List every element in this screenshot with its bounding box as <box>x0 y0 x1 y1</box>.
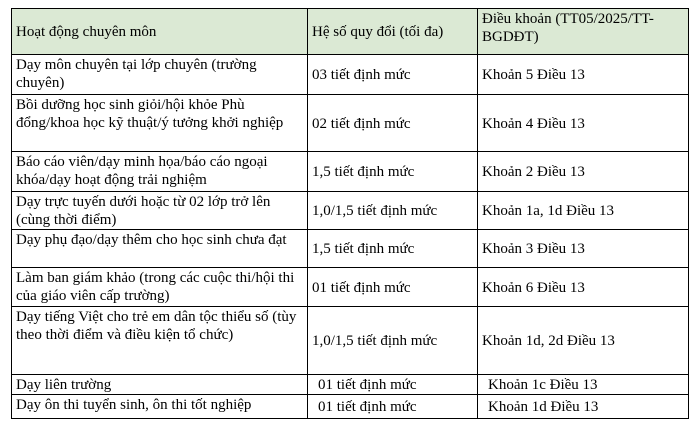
regulation-table <box>11 8 689 419</box>
table-row <box>12 55 689 95</box>
cell-coefficient: 01 tiết định mức <box>308 375 478 395</box>
header-activity: Hoạt động chuyên môn <box>12 9 308 55</box>
cell-activity: Bồi dưỡng học sinh giỏi/hội khỏe Phù đổng/khoa học kỹ thuật/ý tưởng khởi nghiệp <box>12 95 308 152</box>
cell-coefficient: 02 tiết định mức <box>308 95 478 152</box>
table-row <box>12 268 689 307</box>
cell-coefficient: 01 tiết định mức <box>308 268 478 307</box>
cell-clause: Khoản 1c Điều 13 <box>478 375 689 395</box>
table-row <box>12 95 689 152</box>
cell-clause: Khoản 2 Điều 13 <box>478 152 689 192</box>
cell-activity: Dạy trực tuyến dưới hoặc từ 02 lớp trở lên (cùng thời điểm) <box>12 192 308 230</box>
table-row <box>12 307 689 375</box>
cell-clause: Khoản 1a, 1d Điều 13 <box>478 192 689 230</box>
table-row <box>12 152 689 192</box>
cell-clause: Khoản 5 Điều 13 <box>478 55 689 95</box>
cell-coefficient: 1,5 tiết định mức <box>308 152 478 192</box>
cell-activity: Dạy liên trường <box>12 375 308 395</box>
cell-clause: Khoản 6 Điều 13 <box>478 268 689 307</box>
cell-activity: Làm ban giám khảo (trong các cuộc thi/hội thi của giáo viên cấp trường) <box>12 268 308 307</box>
header-coefficient: Hệ số quy đổi (tối đa) <box>308 9 478 55</box>
table-row <box>12 375 689 395</box>
table-row <box>12 192 689 230</box>
cell-clause: Khoản 4 Điều 13 <box>478 95 689 152</box>
cell-coefficient: 01 tiết định mức <box>308 395 478 419</box>
cell-clause: Khoản 3 Điều 13 <box>478 230 689 268</box>
cell-coefficient: 03 tiết định mức <box>308 55 478 95</box>
table-row <box>12 395 689 419</box>
cell-activity: Dạy môn chuyên tại lớp chuyên (trường chuyên) <box>12 55 308 95</box>
cell-coefficient: 1,0/1,5 tiết định mức <box>308 192 478 230</box>
cell-clause: Khoản 1d, 2d Điều 13 <box>478 307 689 375</box>
cell-activity: Dạy phụ đạo/dạy thêm cho học sinh chưa đạt <box>12 230 308 268</box>
cell-coefficient: 1,5 tiết định mức <box>308 230 478 268</box>
cell-coefficient: 1,0/1,5 tiết định mức <box>308 307 478 375</box>
table-row <box>12 230 689 268</box>
cell-activity: Dạy tiếng Việt cho trẻ em dân tộc thiểu số (tùy theo thời điểm và điều kiện tổ chức) <box>12 307 308 375</box>
table-header-row <box>12 9 689 55</box>
header-clause: Điều khoản (TT05/2025/TT-BGDĐT) <box>478 9 689 55</box>
cell-activity: Báo cáo viên/dạy minh họa/báo cáo ngoại khóa/dạy hoạt động trải nghiệm <box>12 152 308 192</box>
cell-activity: Dạy ôn thi tuyển sinh, ôn thi tốt nghiệp <box>12 395 308 419</box>
cell-clause: Khoản 1d Điều 13 <box>478 395 689 419</box>
